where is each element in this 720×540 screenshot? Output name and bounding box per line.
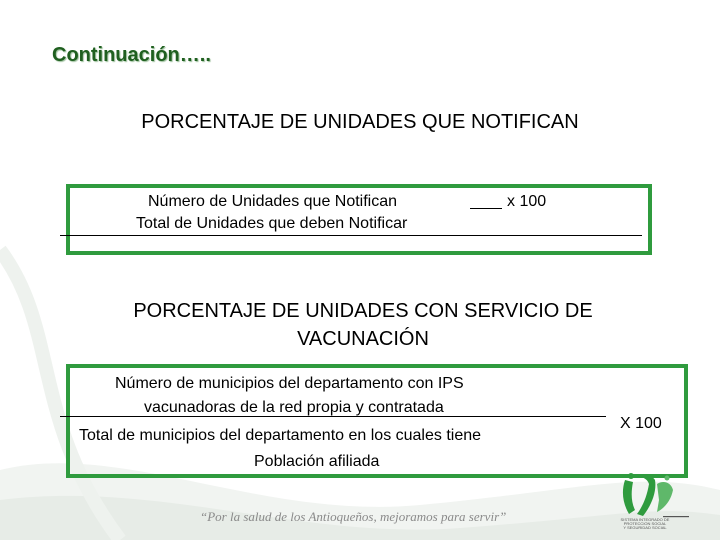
formula2-denominator-line1: Total de municipios del departamento en los cuales tiene <box>79 427 482 444</box>
formula1-numerator-underline <box>470 208 502 209</box>
logo-caption-line3: Y SEGURIDAD SOCIAL <box>623 525 667 530</box>
formula2-numerator-line2: vacunadoras de la red propia y contratada <box>144 399 444 416</box>
formula1-multiplier: x 100 <box>507 193 547 210</box>
formula2-multiplier: X 100 <box>620 415 662 432</box>
section2-title <box>78 297 648 353</box>
formula1-denominator: Total de Unidades que deben Notificar <box>136 215 408 232</box>
logo-caption-line1: SISTEMA INTEGRADO DE <box>620 517 670 522</box>
logo-caption <box>605 518 685 530</box>
formula2-denominator-line2: Población afiliada <box>254 453 380 470</box>
logo-caption-line2: PROTECCION SOCIAL <box>623 521 667 526</box>
section1-title: PORCENTAJE DE UNIDADES QUE NOTIFICAN <box>141 111 579 133</box>
formula1-fraction-line <box>60 235 642 236</box>
footer-slogan: “Por la salud de los Antioqueños, mejoramos para servir” <box>200 509 507 524</box>
formula2-fraction-line <box>60 416 606 417</box>
section2-title-line1: PORCENTAJE DE UNIDADES CON SERVICIO DE <box>133 300 593 322</box>
subtitle: Continuación….. <box>52 44 211 66</box>
formula2-numerator-line1: Número de municipios del departamento con IPS <box>115 375 464 392</box>
formula1-numerator: Número de Unidades que Notifican <box>148 193 398 210</box>
section2-title-line2: VACUNACIÓN <box>297 328 429 350</box>
